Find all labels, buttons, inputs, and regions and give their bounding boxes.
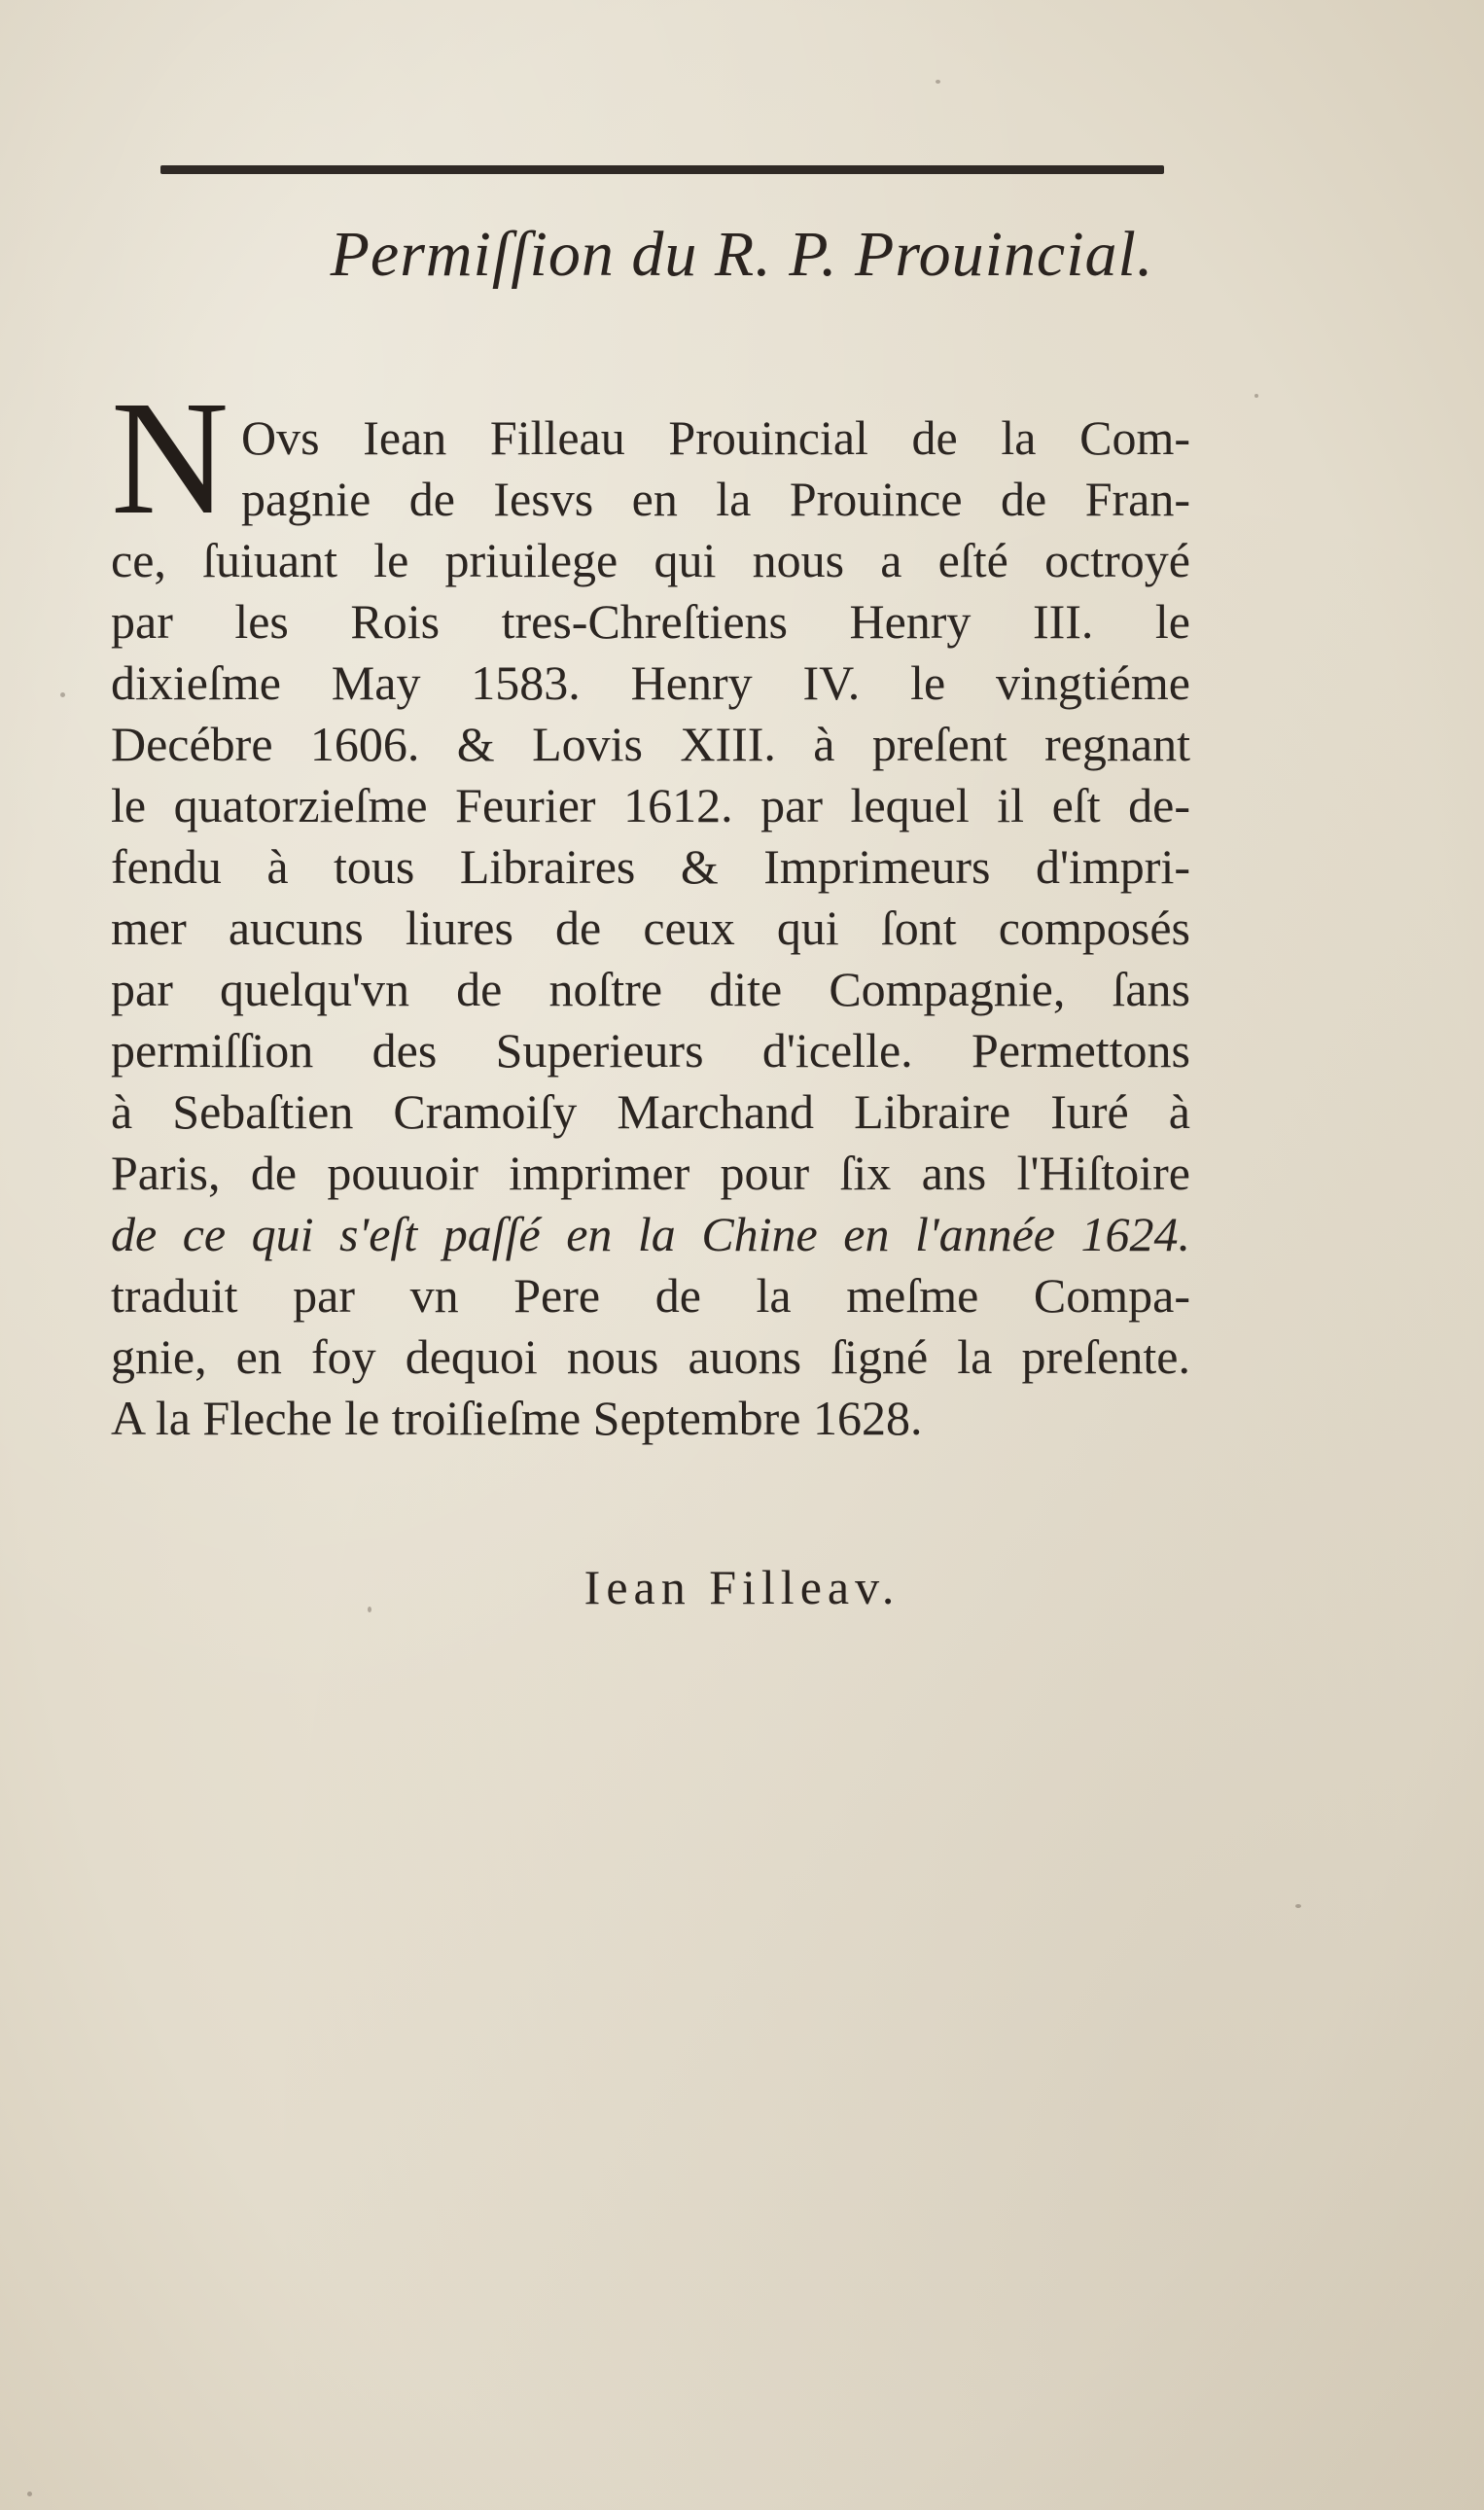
text-line: à Sebaſtien Cramoiſy Marchand Libraire Iuré à xyxy=(111,1084,1190,1139)
text-line: dixieſme May 1583. Henry IV. le vingtiéme xyxy=(111,655,1190,710)
text-line: Ovs Iean Filleau Prouincial de la Com- xyxy=(241,410,1190,465)
paper-speck xyxy=(27,2492,32,2496)
signature: Iean Filleav. xyxy=(583,1560,901,1614)
text-line: pagnie de Iesvs en la Prouince de Fran- xyxy=(241,472,1190,526)
text-line: le quatorzieſme Feurier 1612. par lequel il eſt de- xyxy=(111,778,1190,832)
text-line: par quelqu'vn de noſtre dite Compagnie, ſans xyxy=(111,962,1190,1016)
text-line: gnie, en foy dequoi nous auons ſigné la preſente. xyxy=(111,1329,1190,1384)
paper-speck xyxy=(1295,1904,1301,1908)
text-line: A la Fleche le troiſieſme Septembre 1628. xyxy=(111,1391,923,1445)
permission-text xyxy=(111,368,1190,1468)
paper-speck xyxy=(936,80,940,84)
page-title: Permiſſion du R. P. Prouincial. xyxy=(330,219,1154,290)
text-line: par les Rois tres-Chreſtiens Henry III. le xyxy=(111,594,1190,649)
text-line: Paris, de pouuoir imprimer pour ſix ans l'Hiſtoire xyxy=(111,1146,1190,1200)
paper-speck xyxy=(60,692,65,697)
text-line: de ce qui s'eſt paſſé en la Chine en l'année 1624. xyxy=(111,1207,1190,1261)
text-line: mer aucuns liures de ceux qui ſont composés xyxy=(111,901,1190,955)
text-line: ce, ſuiuant le priuilege qui nous a eſté octroyé xyxy=(111,533,1190,587)
drop-cap: N xyxy=(111,368,230,548)
top-rule xyxy=(160,165,1164,174)
text-line: fendu à tous Libraires & Imprimeurs d'impri- xyxy=(111,839,1190,894)
text-line: permiſſion des Superieurs d'icelle. Permettons xyxy=(111,1023,1190,1078)
paper-speck xyxy=(1254,394,1258,398)
text-line: Decébre 1606. & Lovis XIII. à preſent regnant xyxy=(111,717,1190,771)
text-line: traduit par vn Pere de la meſme Compa- xyxy=(111,1268,1190,1323)
